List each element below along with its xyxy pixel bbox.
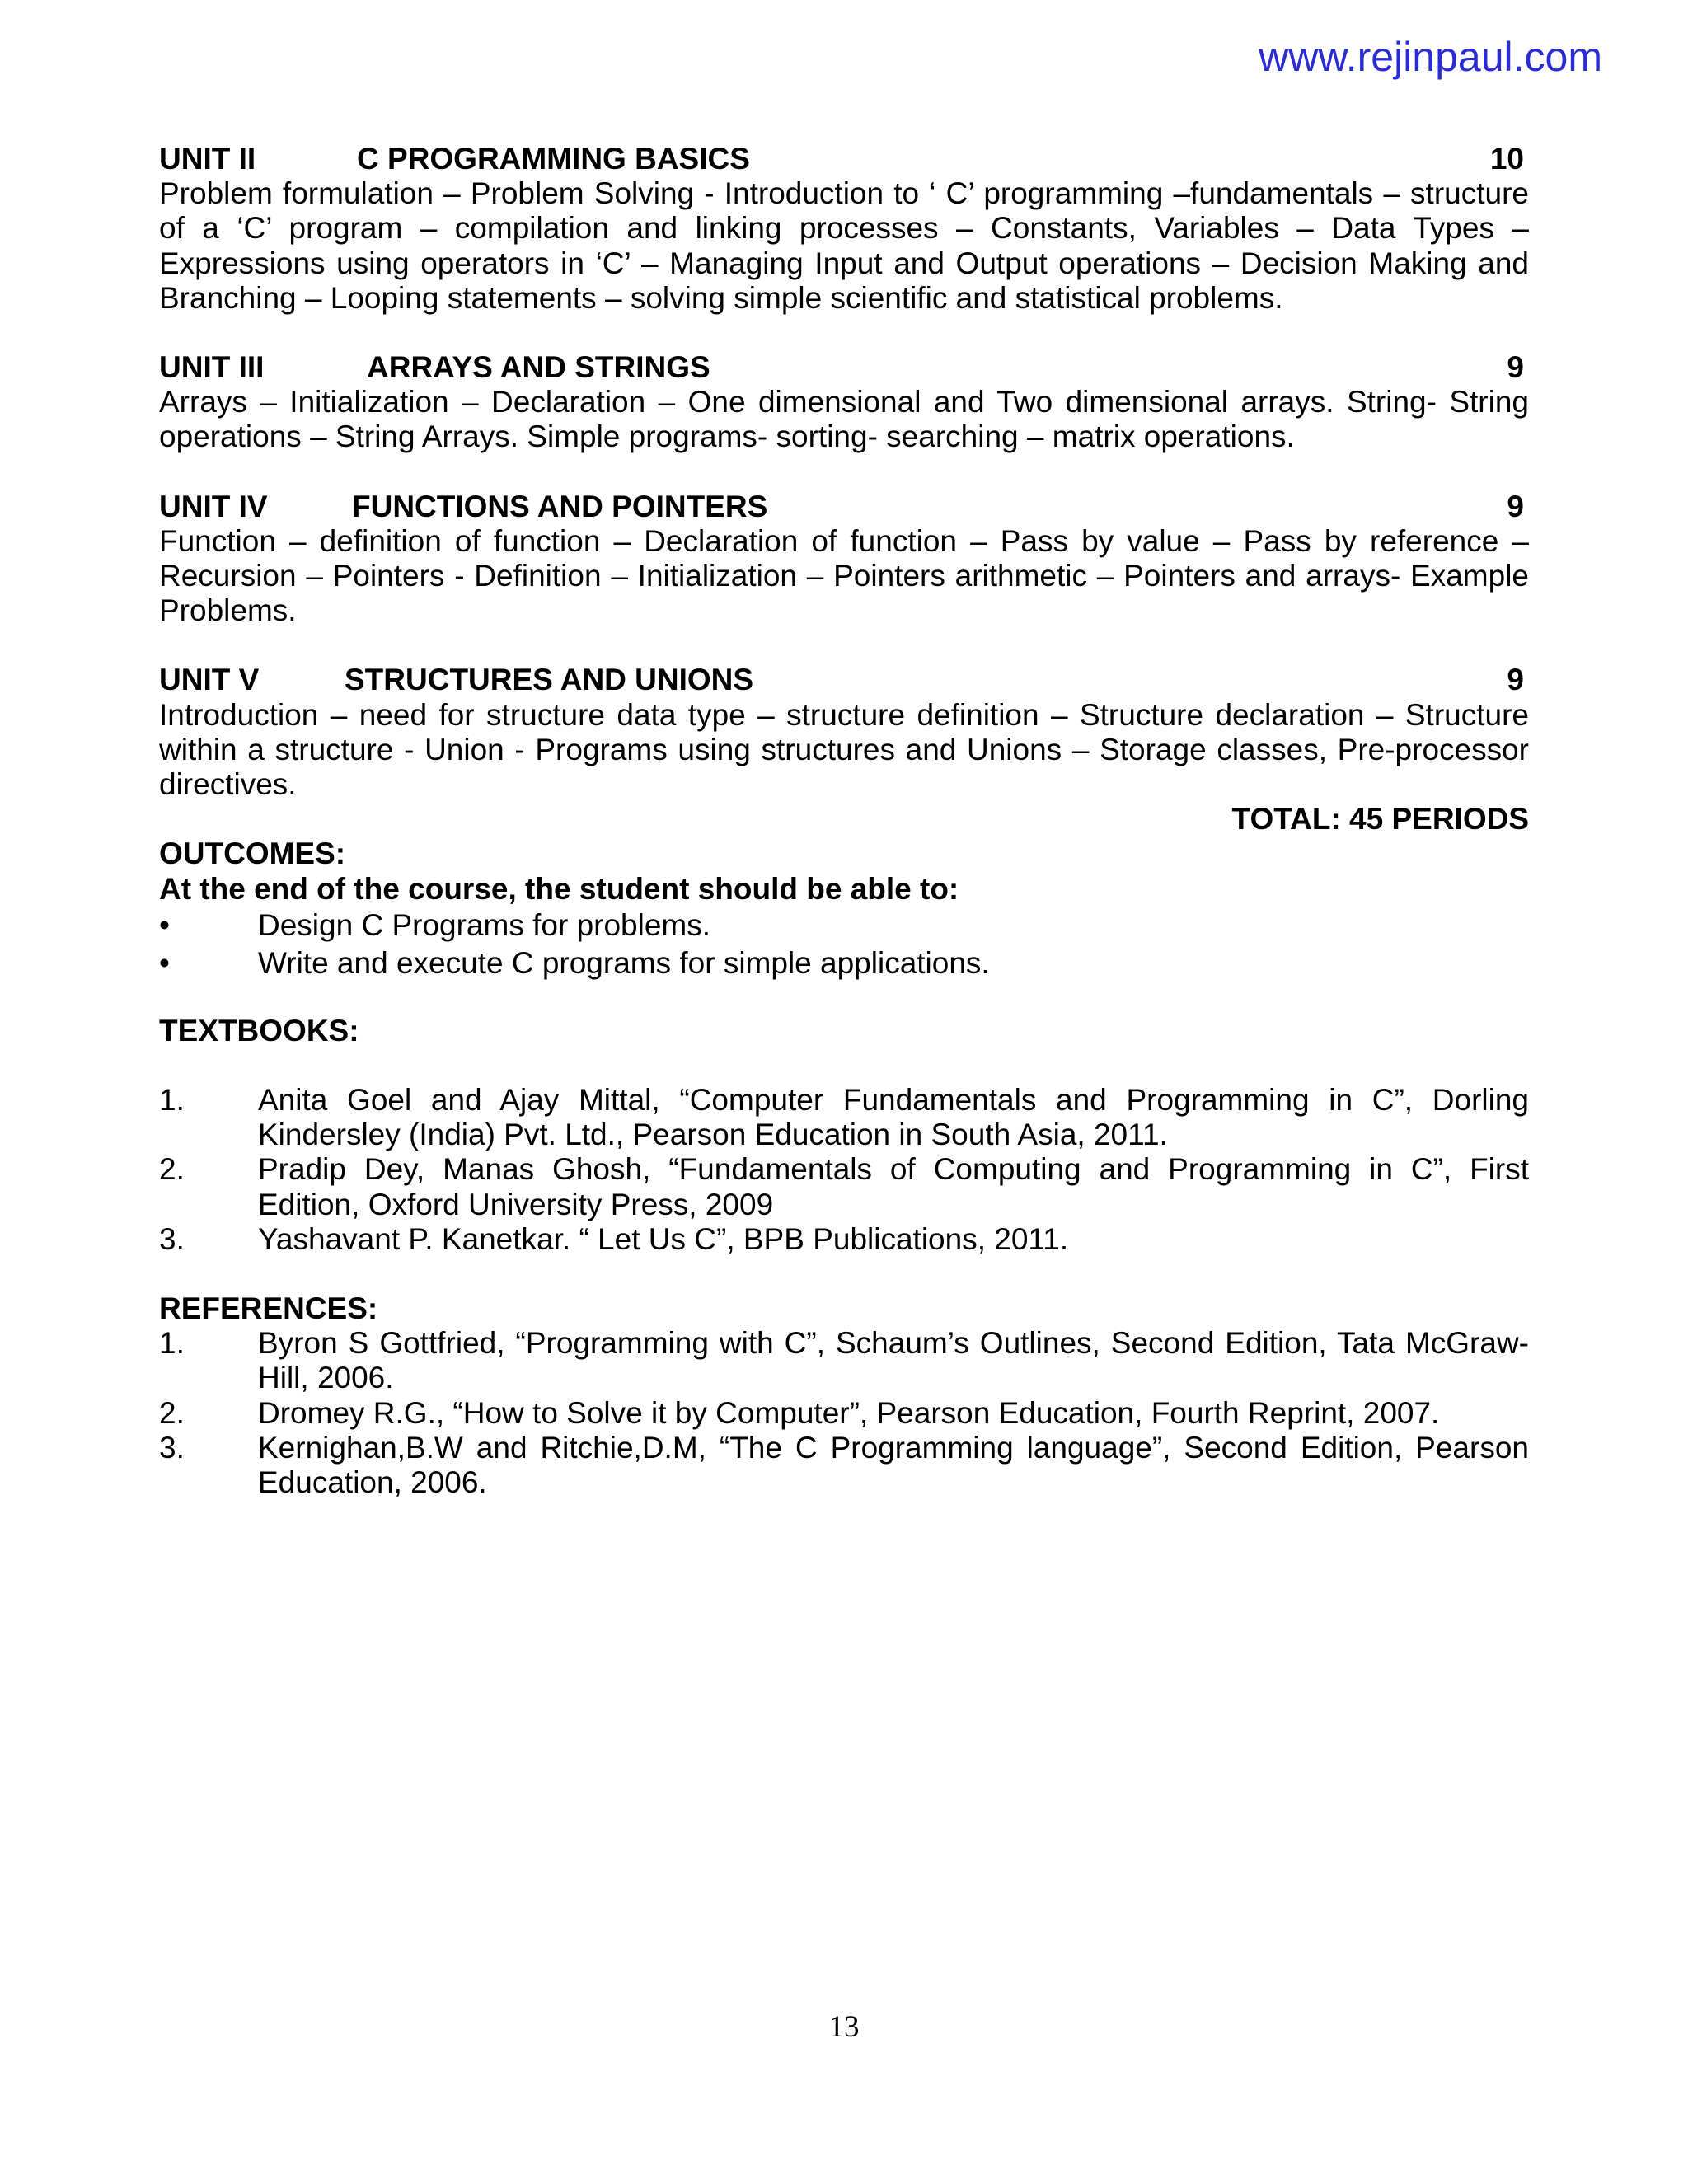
unit-heading (159, 490, 1529, 524)
unit-label: UNIT IV (159, 489, 268, 523)
textbook-text: Yashavant P. Kanetkar. “ Let Us C”, BPB Publications, 2011. (258, 1221, 1069, 1256)
list-item (159, 1222, 1529, 1257)
unit-title: C PROGRAMMING BASICS (357, 142, 750, 176)
references-list (159, 1326, 1529, 1500)
reference-text: Dromey R.G., “How to Solve it by Computer”, Pearson Education, Fourth Reprint, 2007. (258, 1395, 1440, 1430)
unit-heading (159, 142, 1529, 176)
unit-label: UNIT V (159, 663, 260, 697)
textbook-text: Pradip Dey, Manas Ghosh, “Fundamentals of Computing and Programming in C”, First Edition, Oxford University Press, 2009 (258, 1152, 1529, 1221)
unit-section (159, 142, 1529, 316)
references-heading: REFERENCES: (159, 1291, 378, 1326)
list-item (159, 1326, 1529, 1395)
unit-title: STRUCTURES AND UNIONS (345, 663, 754, 697)
bullet-icon: • (159, 907, 170, 942)
unit-hours: 9 (1507, 663, 1524, 697)
outcome-text: Write and execute C programs for simple applications. (258, 945, 990, 980)
item-number: 2. (159, 1152, 185, 1187)
unit-description: Arrays – Initialization – Declaration – One dimensional and Two dimensional arrays. String- String operations – String Arrays. Simple programs- sorting- searching – matrix operations. (159, 385, 1529, 454)
total-periods: TOTAL: 45 PERIODS (1231, 802, 1529, 837)
list-item (159, 1396, 1529, 1431)
bullet-icon: • (159, 945, 170, 980)
textbooks-heading: TEXTBOOKS: (159, 1013, 359, 1047)
unit-description: Problem formulation – Problem Solving - Introduction to ‘ C’ programming –fundamentals – structure of a ‘C’ program – compilation and linking processes – Constants, Variables – Data Types – Expressions using operators in ‘C’ – Managing Input and Output operations – Decision Making and Branching – Looping statements – solving simple scientific and statistical problems. (159, 176, 1529, 315)
unit-description: Function – definition of function – Declaration of function – Pass by value – Pass by reference – Recursion – Pointers - Definition – Initialization – Pointers arithmetic – Pointers and arrays- Example Problems. (159, 523, 1529, 628)
unit-title: ARRAYS AND STRINGS (367, 350, 710, 385)
list-item (159, 907, 1529, 944)
unit-hours: 9 (1507, 350, 1524, 385)
list-item (159, 1152, 1529, 1221)
item-number: 1. (159, 1083, 185, 1118)
outcomes-heading: OUTCOMES: (159, 837, 346, 871)
unit-hours: 9 (1507, 489, 1524, 523)
textbooks-list (159, 1083, 1529, 1257)
unit-label: UNIT III (159, 350, 265, 385)
textbook-text: Anita Goel and Ajay Mittal, “Computer Fundamentals and Programming in C”, Dorling Kindersley (India) Pvt. Ltd., Pearson Education in South Asia, 2011. (258, 1083, 1529, 1152)
list-item (159, 944, 1529, 982)
reference-text: Kernighan,B.W and Ritchie,D.M, “The C Programming language”, Second Edition, Pearson Education, 2006. (258, 1430, 1529, 1500)
unit-heading (159, 350, 1529, 385)
list-item (159, 1083, 1529, 1152)
unit-section (159, 350, 1529, 455)
list-item (159, 1431, 1529, 1500)
unit-heading (159, 663, 1529, 697)
unit-section (159, 490, 1529, 629)
unit-section (159, 663, 1529, 802)
unit-hours: 10 (1489, 142, 1524, 176)
unit-title: FUNCTIONS AND POINTERS (352, 489, 768, 523)
item-number: 2. (159, 1395, 185, 1430)
outcome-text: Design C Programs for problems. (258, 907, 711, 942)
page-number: 13 (828, 2010, 860, 2044)
item-number: 3. (159, 1221, 185, 1256)
syllabus-content (159, 142, 1529, 1500)
reference-text: Byron S Gottfried, “Programming with C”, Schaum’s Outlines, Second Edition, Tata McGraw-Hill, 2006. (258, 1326, 1529, 1395)
outcomes-list (159, 907, 1529, 982)
outcomes-intro: At the end of the course, the student should be able to: (159, 871, 959, 906)
item-number: 3. (159, 1430, 185, 1465)
watermark-link[interactable]: www.rejinpaul.com (1259, 34, 1602, 80)
unit-label: UNIT II (159, 142, 256, 176)
unit-description: Introduction – need for structure data type – structure definition – Structure declaration – Structure within a structure - Union - Programs using structures and Unions – Storage classes, Pre-processor directives. (159, 697, 1529, 802)
item-number: 1. (159, 1326, 185, 1361)
